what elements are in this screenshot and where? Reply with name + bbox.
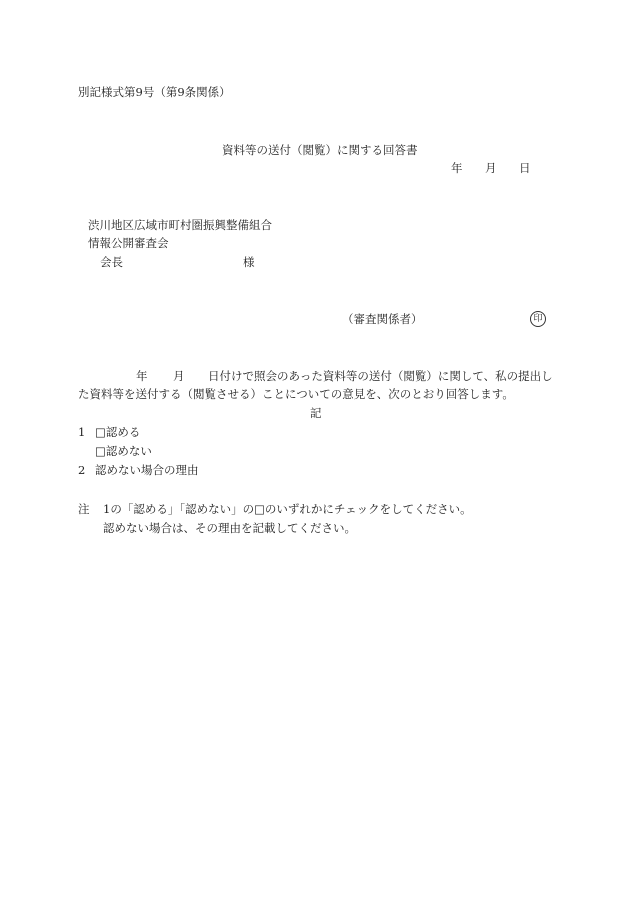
body-line-2: た資料等を送付する（閲覧させる）ことについての意見を、次のとおり回答します。 <box>78 387 514 401</box>
form-number: 別記様式第9号（第9条関係） <box>78 85 231 99</box>
item-2-text: 認めない場合の理由 <box>95 463 199 477</box>
addressee-committee: 情報公開審査会 <box>88 236 169 250</box>
item-1-number: 1 <box>78 425 86 439</box>
date-month-label: 月 <box>485 161 497 175</box>
addressee-organization: 渋川地区広域市町村圏振興整備組合 <box>88 218 272 232</box>
document-title: 資料等の送付（閲覧）に関する回答書 <box>222 143 418 157</box>
note-label: 注 <box>78 502 90 516</box>
note-line-2: 認めない場合は、その理由を記載してください。 <box>103 521 356 535</box>
body-month-label: 月 <box>173 369 185 383</box>
date-day-label: 日 <box>519 161 531 175</box>
respondent-label: （審査関係者） <box>342 312 423 326</box>
date-year-label: 年 <box>451 161 463 175</box>
body-line-1: 日付けで照会のあった資料等の送付（閲覧）に関して、私の提出し <box>208 369 553 383</box>
seal-mark: 印 <box>530 311 546 327</box>
body-year-label: 年 <box>136 369 148 383</box>
addressee-chair: 会長 <box>100 255 123 269</box>
option-disapprove: □認めない <box>95 444 152 458</box>
option-approve: □認める <box>95 425 141 439</box>
note-line-1: 1の「認める」「認めない」の□のいずれかにチェックをしてください。 <box>103 502 472 516</box>
item-2-number: 2 <box>78 463 86 477</box>
ki-heading: 記 <box>310 406 322 420</box>
addressee-honorific: 様 <box>243 255 255 269</box>
